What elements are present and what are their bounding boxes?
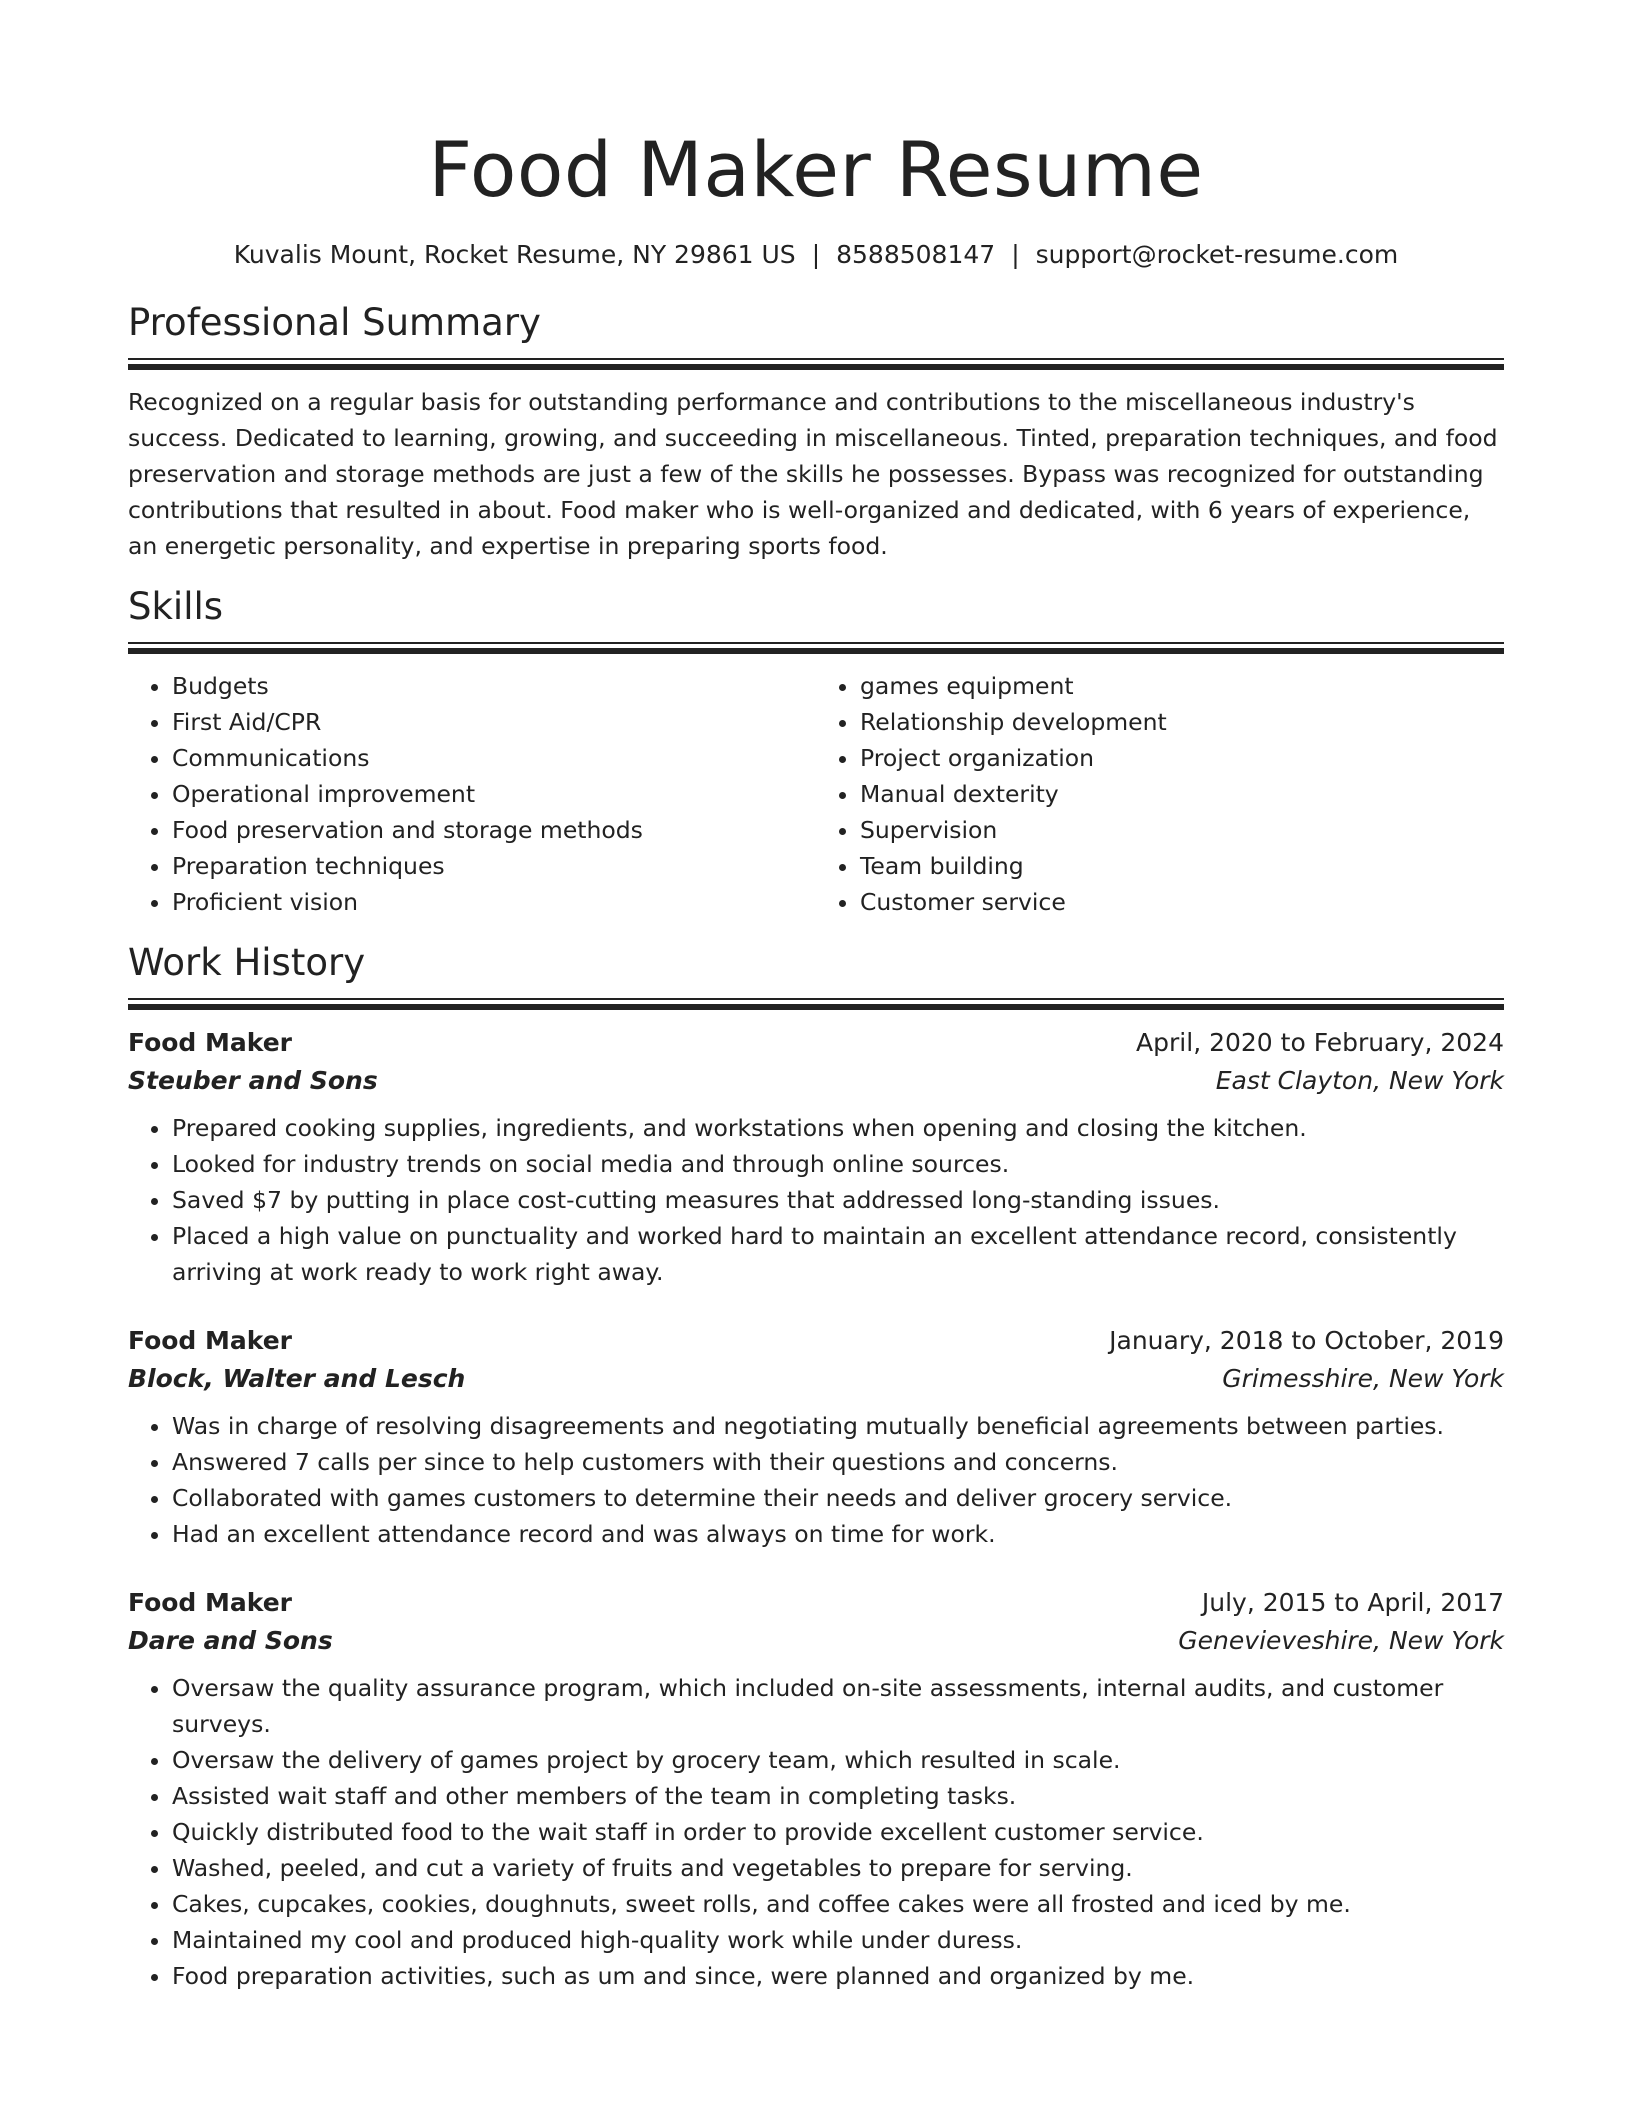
summary-heading: Professional Summary (128, 301, 541, 344)
skill-item: • Operational improvement (172, 776, 816, 812)
work-heading: Work History (128, 941, 366, 984)
skill-item: • Proficient vision (172, 884, 816, 920)
job-company: Dare and Sons (128, 1626, 333, 1655)
skill-item: • Project organization (860, 740, 1504, 776)
skill-item: • Team building (860, 848, 1504, 884)
job-entry (128, 1584, 1504, 1994)
job-dates: April, 2020 to February, 2024 (1136, 1028, 1504, 1057)
job-location: Grimesshire, New York (1222, 1364, 1504, 1393)
skills-list-left (128, 668, 816, 920)
skill-item: • Communications (172, 740, 816, 776)
skill-item: • Food preservation and storage methods (172, 812, 816, 848)
job-bullet: • Quickly distributed food to the wait staff in order to provide excellent customer service. (172, 1814, 1504, 1850)
job-location: Genevieveshire, New York (1178, 1626, 1504, 1655)
skill-item: • Budgets (172, 668, 816, 704)
contact-separator: | (811, 240, 821, 269)
job-bullet: • Was in charge of resolving disagreements and negotiating mutually beneficial agreements between parties. (172, 1408, 1504, 1444)
job-company: Block, Walter and Lesch (128, 1364, 466, 1393)
section-divider (128, 998, 1504, 1010)
skills-list-right (816, 668, 1504, 920)
resume-page (128, 0, 1504, 1994)
job-bullet: • Oversaw the quality assurance program, which included on-site assessments, internal audits, and customer surveys. (172, 1670, 1504, 1742)
job-header (128, 1584, 1504, 1622)
job-bullet: • Collaborated with games customers to determine their needs and deliver grocery service. (172, 1480, 1504, 1516)
job-bullets (128, 1408, 1504, 1552)
skill-item: • games equipment (860, 668, 1504, 704)
skill-item: • Relationship development (860, 704, 1504, 740)
skill-item: • Customer service (860, 884, 1504, 920)
job-bullet: • Looked for industry trends on social media and through online sources. (172, 1146, 1504, 1182)
job-bullet: • Placed a high value on punctuality and worked hard to maintain an excellent attendance record, consistently arriving at work ready to work right away. (172, 1218, 1504, 1290)
job-company-row (128, 1062, 1504, 1100)
job-company: Steuber and Sons (128, 1066, 378, 1095)
job-bullet: • Answered 7 calls per since to help customers with their questions and concerns. (172, 1444, 1504, 1480)
job-bullet: • Saved $7 by putting in place cost-cutting measures that addressed long-standing issues. (172, 1182, 1504, 1218)
job-bullet: • Assisted wait staff and other members of the team in completing tasks. (172, 1778, 1504, 1814)
work-section (128, 940, 1504, 1994)
job-location: East Clayton, New York (1215, 1066, 1504, 1095)
job-bullets (128, 1670, 1504, 1994)
job-bullet: • Food preparation activities, such as um and since, were planned and organized by me. (172, 1958, 1504, 1994)
skills-grid (128, 668, 1504, 920)
contact-line (128, 238, 1504, 272)
job-dates: July, 2015 to April, 2017 (1201, 1588, 1504, 1617)
summary-text: Recognized on a regular basis for outstanding performance and contributions to the miscellaneous industry's success. Dedicated to learning, growing, and succeeding in miscellaneous. Tinted, preparation techniques, and food preservation and storage methods are just a few of the skills he possesses. Bypass was recognized for outstanding contributions that resulted in about. Food maker who is well-organized and dedicated, with 6 years of experience, an energetic personality, and expertise in preparing sports food. (128, 388, 1498, 560)
job-bullet: • Oversaw the delivery of games project by grocery team, which resulted in scale. (172, 1742, 1504, 1778)
job-bullets (128, 1110, 1504, 1290)
job-entry (128, 1024, 1504, 1290)
skill-item: • Preparation techniques (172, 848, 816, 884)
section-divider (128, 358, 1504, 370)
skills-section (128, 584, 1504, 920)
job-title: Food Maker (128, 1588, 293, 1617)
job-bullet: • Washed, peeled, and cut a variety of fruits and vegetables to prepare for serving. (172, 1850, 1504, 1886)
skills-heading: Skills (128, 585, 224, 628)
summary-section (128, 300, 1504, 564)
skill-item: • First Aid/CPR (172, 704, 816, 740)
job-bullet: • Prepared cooking supplies, ingredients, and workstations when opening and closing the kitchen. (172, 1110, 1504, 1146)
job-title: Food Maker (128, 1326, 293, 1355)
job-company-row (128, 1360, 1504, 1398)
job-bullet: • Cakes, cupcakes, cookies, doughnuts, sweet rolls, and coffee cakes were all frosted and iced by me. (172, 1886, 1504, 1922)
job-dates: January, 2018 to October, 2019 (1109, 1326, 1504, 1355)
contact-phone: 8588508147 (836, 240, 996, 269)
skill-item: • Supervision (860, 812, 1504, 848)
contact-separator: | (1011, 240, 1020, 269)
contact-email: support@rocket-resume.com (1035, 240, 1399, 269)
job-bullet: • Had an excellent attendance record and was always on time for work. (172, 1516, 1504, 1552)
resume-title: Food Maker Resume (428, 125, 1204, 214)
job-header (128, 1322, 1504, 1360)
job-header (128, 1024, 1504, 1062)
job-entry (128, 1322, 1504, 1552)
skill-item: • Manual dexterity (860, 776, 1504, 812)
contact-address: Kuvalis Mount, Rocket Resume, NY 29861 US (233, 240, 796, 269)
job-bullet: • Maintained my cool and produced high-quality work while under duress. (172, 1922, 1504, 1958)
job-company-row (128, 1622, 1504, 1660)
section-divider (128, 642, 1504, 654)
job-title: Food Maker (128, 1028, 293, 1057)
